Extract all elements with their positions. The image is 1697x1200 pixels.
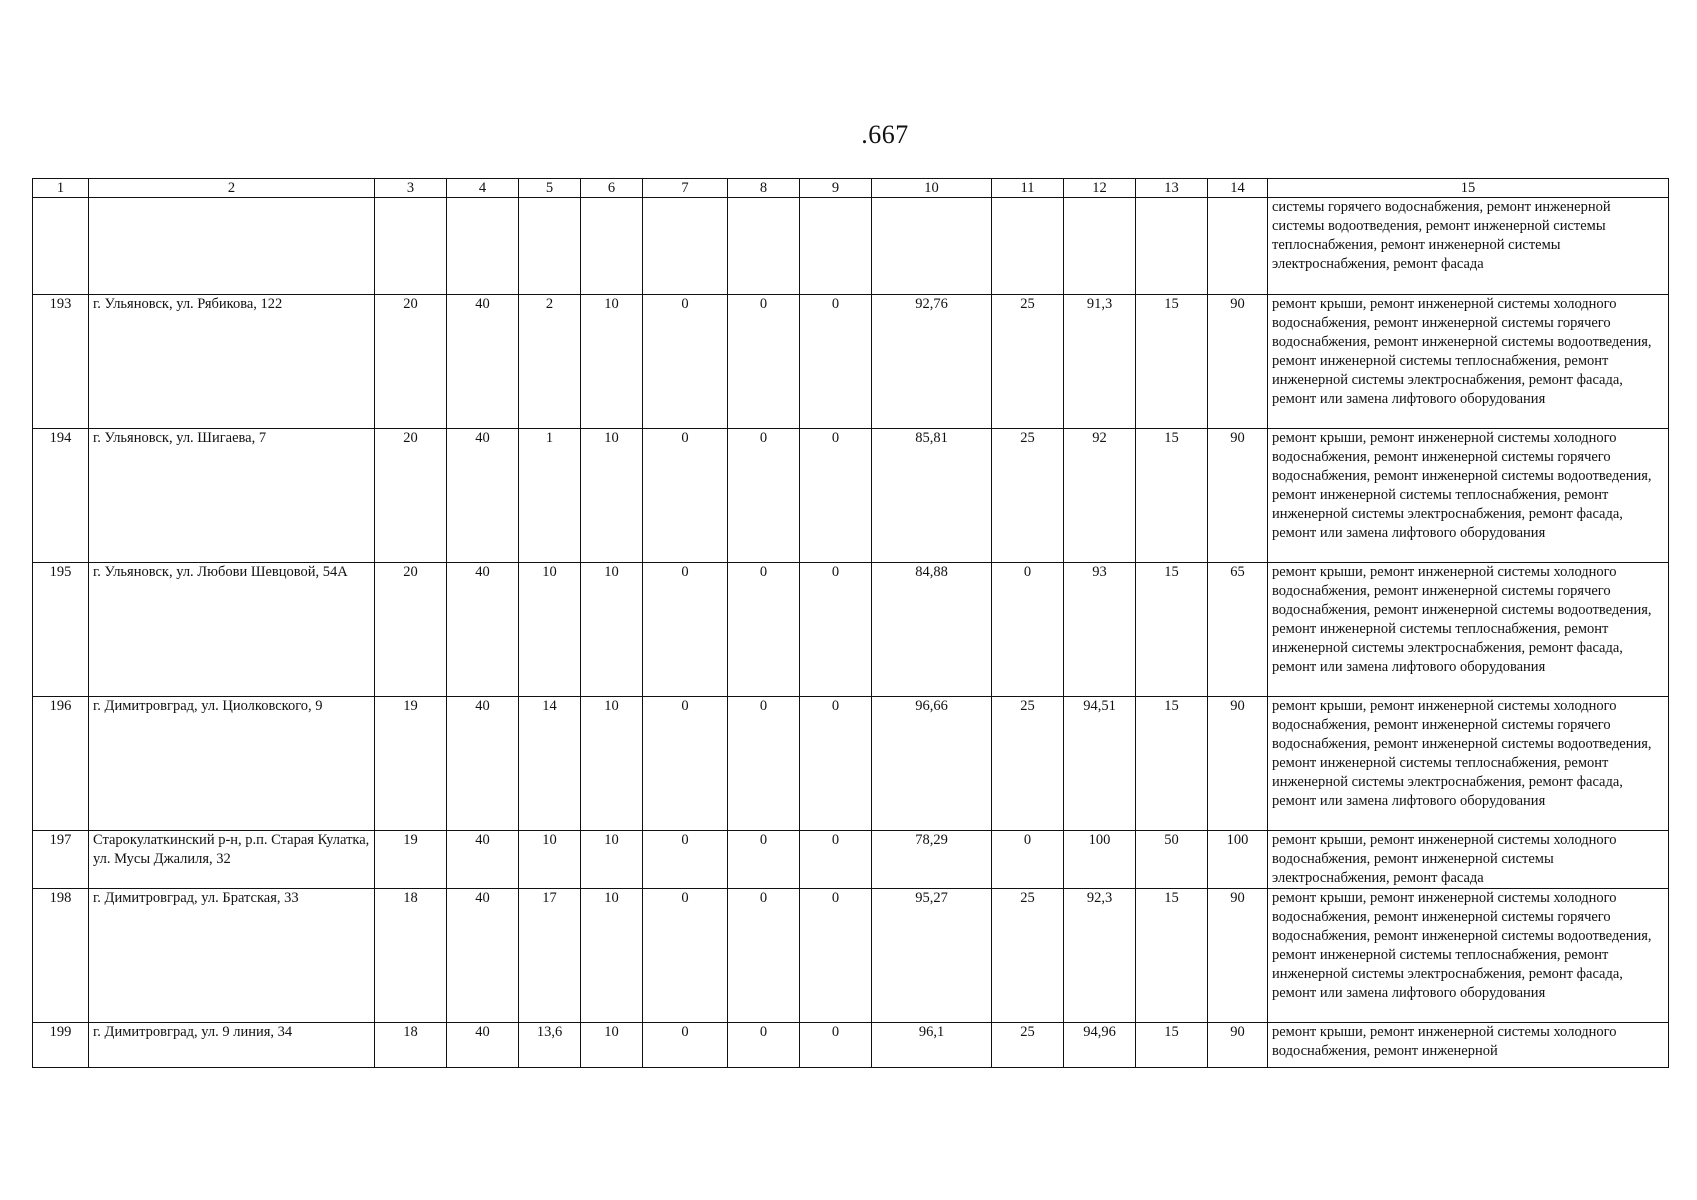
value-cell: 92 (1064, 429, 1136, 563)
value-cell: 0 (728, 295, 800, 429)
value-cell: 10 (581, 697, 643, 831)
value-cell: 96,1 (872, 1023, 992, 1068)
value-cell: 19 (375, 697, 447, 831)
value-cell: 0 (992, 563, 1064, 697)
value-cell: 15 (1136, 1023, 1208, 1068)
table-row (33, 831, 1669, 889)
empty-cell (643, 198, 728, 295)
value-cell: 0 (643, 831, 728, 889)
value-cell: 91,3 (1064, 295, 1136, 429)
value-cell: 10 (519, 563, 581, 697)
value-cell: 25 (992, 697, 1064, 831)
empty-cell (800, 198, 872, 295)
row-number: 199 (33, 1023, 89, 1068)
address-cell: г. Димитровград, ул. Братская, 33 (89, 889, 375, 1023)
value-cell: 40 (447, 563, 519, 697)
value-cell: 92,3 (1064, 889, 1136, 1023)
row-number: 198 (33, 889, 89, 1023)
value-cell: 40 (447, 831, 519, 889)
value-cell: 100 (1208, 831, 1268, 889)
value-cell: 0 (992, 831, 1064, 889)
value-cell: 0 (800, 563, 872, 697)
value-cell: 0 (643, 1023, 728, 1068)
row-number: 195 (33, 563, 89, 697)
value-cell: 15 (1136, 697, 1208, 831)
value-cell: 13,6 (519, 1023, 581, 1068)
works-cell: системы горячего водоснабжения, ремонт инженерной системы водоотведения, ремонт инженерной системы теплоснабжения, ремонт инженерной системы электроснабжения, ремонт фасада (1268, 198, 1669, 295)
value-cell: 40 (447, 429, 519, 563)
table-row (33, 889, 1669, 1023)
value-cell: 85,81 (872, 429, 992, 563)
value-cell: 0 (728, 563, 800, 697)
value-cell: 25 (992, 295, 1064, 429)
repair-table (32, 178, 1669, 1068)
value-cell: 40 (447, 697, 519, 831)
value-cell: 15 (1136, 429, 1208, 563)
column-header: 13 (1136, 179, 1208, 198)
value-cell: 78,29 (872, 831, 992, 889)
value-cell: 10 (581, 1023, 643, 1068)
address-cell: г. Ульяновск, ул. Рябикова, 122 (89, 295, 375, 429)
value-cell: 2 (519, 295, 581, 429)
column-number-header-row (33, 179, 1669, 198)
value-cell: 0 (800, 831, 872, 889)
empty-cell (33, 198, 89, 295)
works-cell: ремонт крыши, ремонт инженерной системы холодного водоснабжения, ремонт инженерной системы горячего водоснабжения, ремонт инженерной системы водоотведения, ремонт инженерной системы теплоснабжения, ремонт инженерной системы электроснабжения, ремонт фасада, ремонт или замена лифтового оборудования (1268, 429, 1669, 563)
works-cell: ремонт крыши, ремонт инженерной системы холодного водоснабжения, ремонт инженерной системы горячего водоснабжения, ремонт инженерной системы водоотведения, ремонт инженерной системы теплоснабжения, ремонт инженерной системы электроснабжения, ремонт фасада, ремонт или замена лифтового оборудования (1268, 563, 1669, 697)
column-header: 4 (447, 179, 519, 198)
value-cell: 10 (581, 889, 643, 1023)
value-cell: 0 (800, 429, 872, 563)
value-cell: 95,27 (872, 889, 992, 1023)
value-cell: 14 (519, 697, 581, 831)
empty-cell (1064, 198, 1136, 295)
table-row (33, 429, 1669, 563)
value-cell: 0 (728, 889, 800, 1023)
value-cell: 0 (643, 697, 728, 831)
table-row (33, 1023, 1669, 1068)
value-cell: 10 (581, 295, 643, 429)
value-cell: 15 (1136, 889, 1208, 1023)
empty-cell (375, 198, 447, 295)
value-cell: 90 (1208, 1023, 1268, 1068)
value-cell: 10 (581, 831, 643, 889)
address-cell: Старокулаткинский р-н, р.п. Старая Кулатка, ул. Мусы Джалиля, 32 (89, 831, 375, 889)
value-cell: 0 (643, 295, 728, 429)
value-cell: 15 (1136, 295, 1208, 429)
address-cell: г. Димитровград, ул. Циолковского, 9 (89, 697, 375, 831)
column-header: 3 (375, 179, 447, 198)
value-cell: 100 (1064, 831, 1136, 889)
value-cell: 40 (447, 1023, 519, 1068)
column-header: 15 (1268, 179, 1669, 198)
value-cell: 0 (800, 295, 872, 429)
value-cell: 84,88 (872, 563, 992, 697)
column-header: 6 (581, 179, 643, 198)
row-number: 194 (33, 429, 89, 563)
value-cell: 93 (1064, 563, 1136, 697)
column-header: 10 (872, 179, 992, 198)
column-header: 7 (643, 179, 728, 198)
table-row (33, 563, 1669, 697)
value-cell: 10 (519, 831, 581, 889)
works-cell: ремонт крыши, ремонт инженерной системы холодного водоснабжения, ремонт инженерной системы горячего водоснабжения, ремонт инженерной системы водоотведения, ремонт инженерной системы теплоснабжения, ремонт инженерной системы электроснабжения, ремонт фасада, ремонт или замена лифтового оборудования (1268, 295, 1669, 429)
value-cell: 15 (1136, 563, 1208, 697)
value-cell: 90 (1208, 429, 1268, 563)
empty-cell (89, 198, 375, 295)
value-cell: 1 (519, 429, 581, 563)
value-cell: 0 (643, 429, 728, 563)
value-cell: 17 (519, 889, 581, 1023)
row-number: 196 (33, 697, 89, 831)
value-cell: 19 (375, 831, 447, 889)
value-cell: 0 (728, 831, 800, 889)
value-cell: 0 (800, 697, 872, 831)
value-cell: 94,51 (1064, 697, 1136, 831)
value-cell: 90 (1208, 295, 1268, 429)
value-cell: 92,76 (872, 295, 992, 429)
address-cell: г. Димитровград, ул. 9 линия, 34 (89, 1023, 375, 1068)
empty-cell (728, 198, 800, 295)
column-header: 14 (1208, 179, 1268, 198)
empty-cell (992, 198, 1064, 295)
value-cell: 25 (992, 429, 1064, 563)
value-cell: 0 (643, 889, 728, 1023)
empty-cell (1136, 198, 1208, 295)
address-cell: г. Ульяновск, ул. Любови Шевцовой, 54А (89, 563, 375, 697)
value-cell: 0 (800, 889, 872, 1023)
value-cell: 25 (992, 1023, 1064, 1068)
column-header: 11 (992, 179, 1064, 198)
column-header: 5 (519, 179, 581, 198)
value-cell: 40 (447, 295, 519, 429)
table-row (33, 295, 1669, 429)
works-cell: ремонт крыши, ремонт инженерной системы холодного водоснабжения, ремонт инженерной (1268, 1023, 1669, 1068)
value-cell: 50 (1136, 831, 1208, 889)
empty-cell (519, 198, 581, 295)
value-cell: 20 (375, 295, 447, 429)
column-header: 1 (33, 179, 89, 198)
page-number: .667 (861, 120, 909, 149)
value-cell: 94,96 (1064, 1023, 1136, 1068)
value-cell: 10 (581, 429, 643, 563)
value-cell: 90 (1208, 889, 1268, 1023)
table-row (33, 697, 1669, 831)
value-cell: 10 (581, 563, 643, 697)
value-cell: 90 (1208, 697, 1268, 831)
value-cell: 40 (447, 889, 519, 1023)
works-cell: ремонт крыши, ремонт инженерной системы холодного водоснабжения, ремонт инженерной системы горячего водоснабжения, ремонт инженерной системы водоотведения, ремонт инженерной системы теплоснабжения, ремонт инженерной системы электроснабжения, ремонт фасада, ремонт или замена лифтового оборудования (1268, 697, 1669, 831)
empty-cell (872, 198, 992, 295)
works-cell: ремонт крыши, ремонт инженерной системы холодного водоснабжения, ремонт инженерной системы горячего водоснабжения, ремонт инженерной системы водоотведения, ремонт инженерной системы теплоснабжения, ремонт инженерной системы электроснабжения, ремонт фасада, ремонт или замена лифтового оборудования (1268, 889, 1669, 1023)
value-cell: 0 (728, 697, 800, 831)
column-header: 2 (89, 179, 375, 198)
value-cell: 18 (375, 889, 447, 1023)
value-cell: 0 (800, 1023, 872, 1068)
column-header: 9 (800, 179, 872, 198)
value-cell: 25 (992, 889, 1064, 1023)
value-cell: 0 (643, 563, 728, 697)
empty-cell (1208, 198, 1268, 295)
column-header: 8 (728, 179, 800, 198)
row-number: 193 (33, 295, 89, 429)
empty-cell (581, 198, 643, 295)
value-cell: 20 (375, 429, 447, 563)
empty-cell (447, 198, 519, 295)
value-cell: 96,66 (872, 697, 992, 831)
column-header: 12 (1064, 179, 1136, 198)
row-number: 197 (33, 831, 89, 889)
value-cell: 0 (728, 429, 800, 563)
continuation-row (33, 198, 1669, 295)
works-cell: ремонт крыши, ремонт инженерной системы холодного водоснабжения, ремонт инженерной системы электроснабжения, ремонт фасада (1268, 831, 1669, 889)
value-cell: 18 (375, 1023, 447, 1068)
value-cell: 0 (728, 1023, 800, 1068)
value-cell: 20 (375, 563, 447, 697)
value-cell: 65 (1208, 563, 1268, 697)
address-cell: г. Ульяновск, ул. Шигаева, 7 (89, 429, 375, 563)
